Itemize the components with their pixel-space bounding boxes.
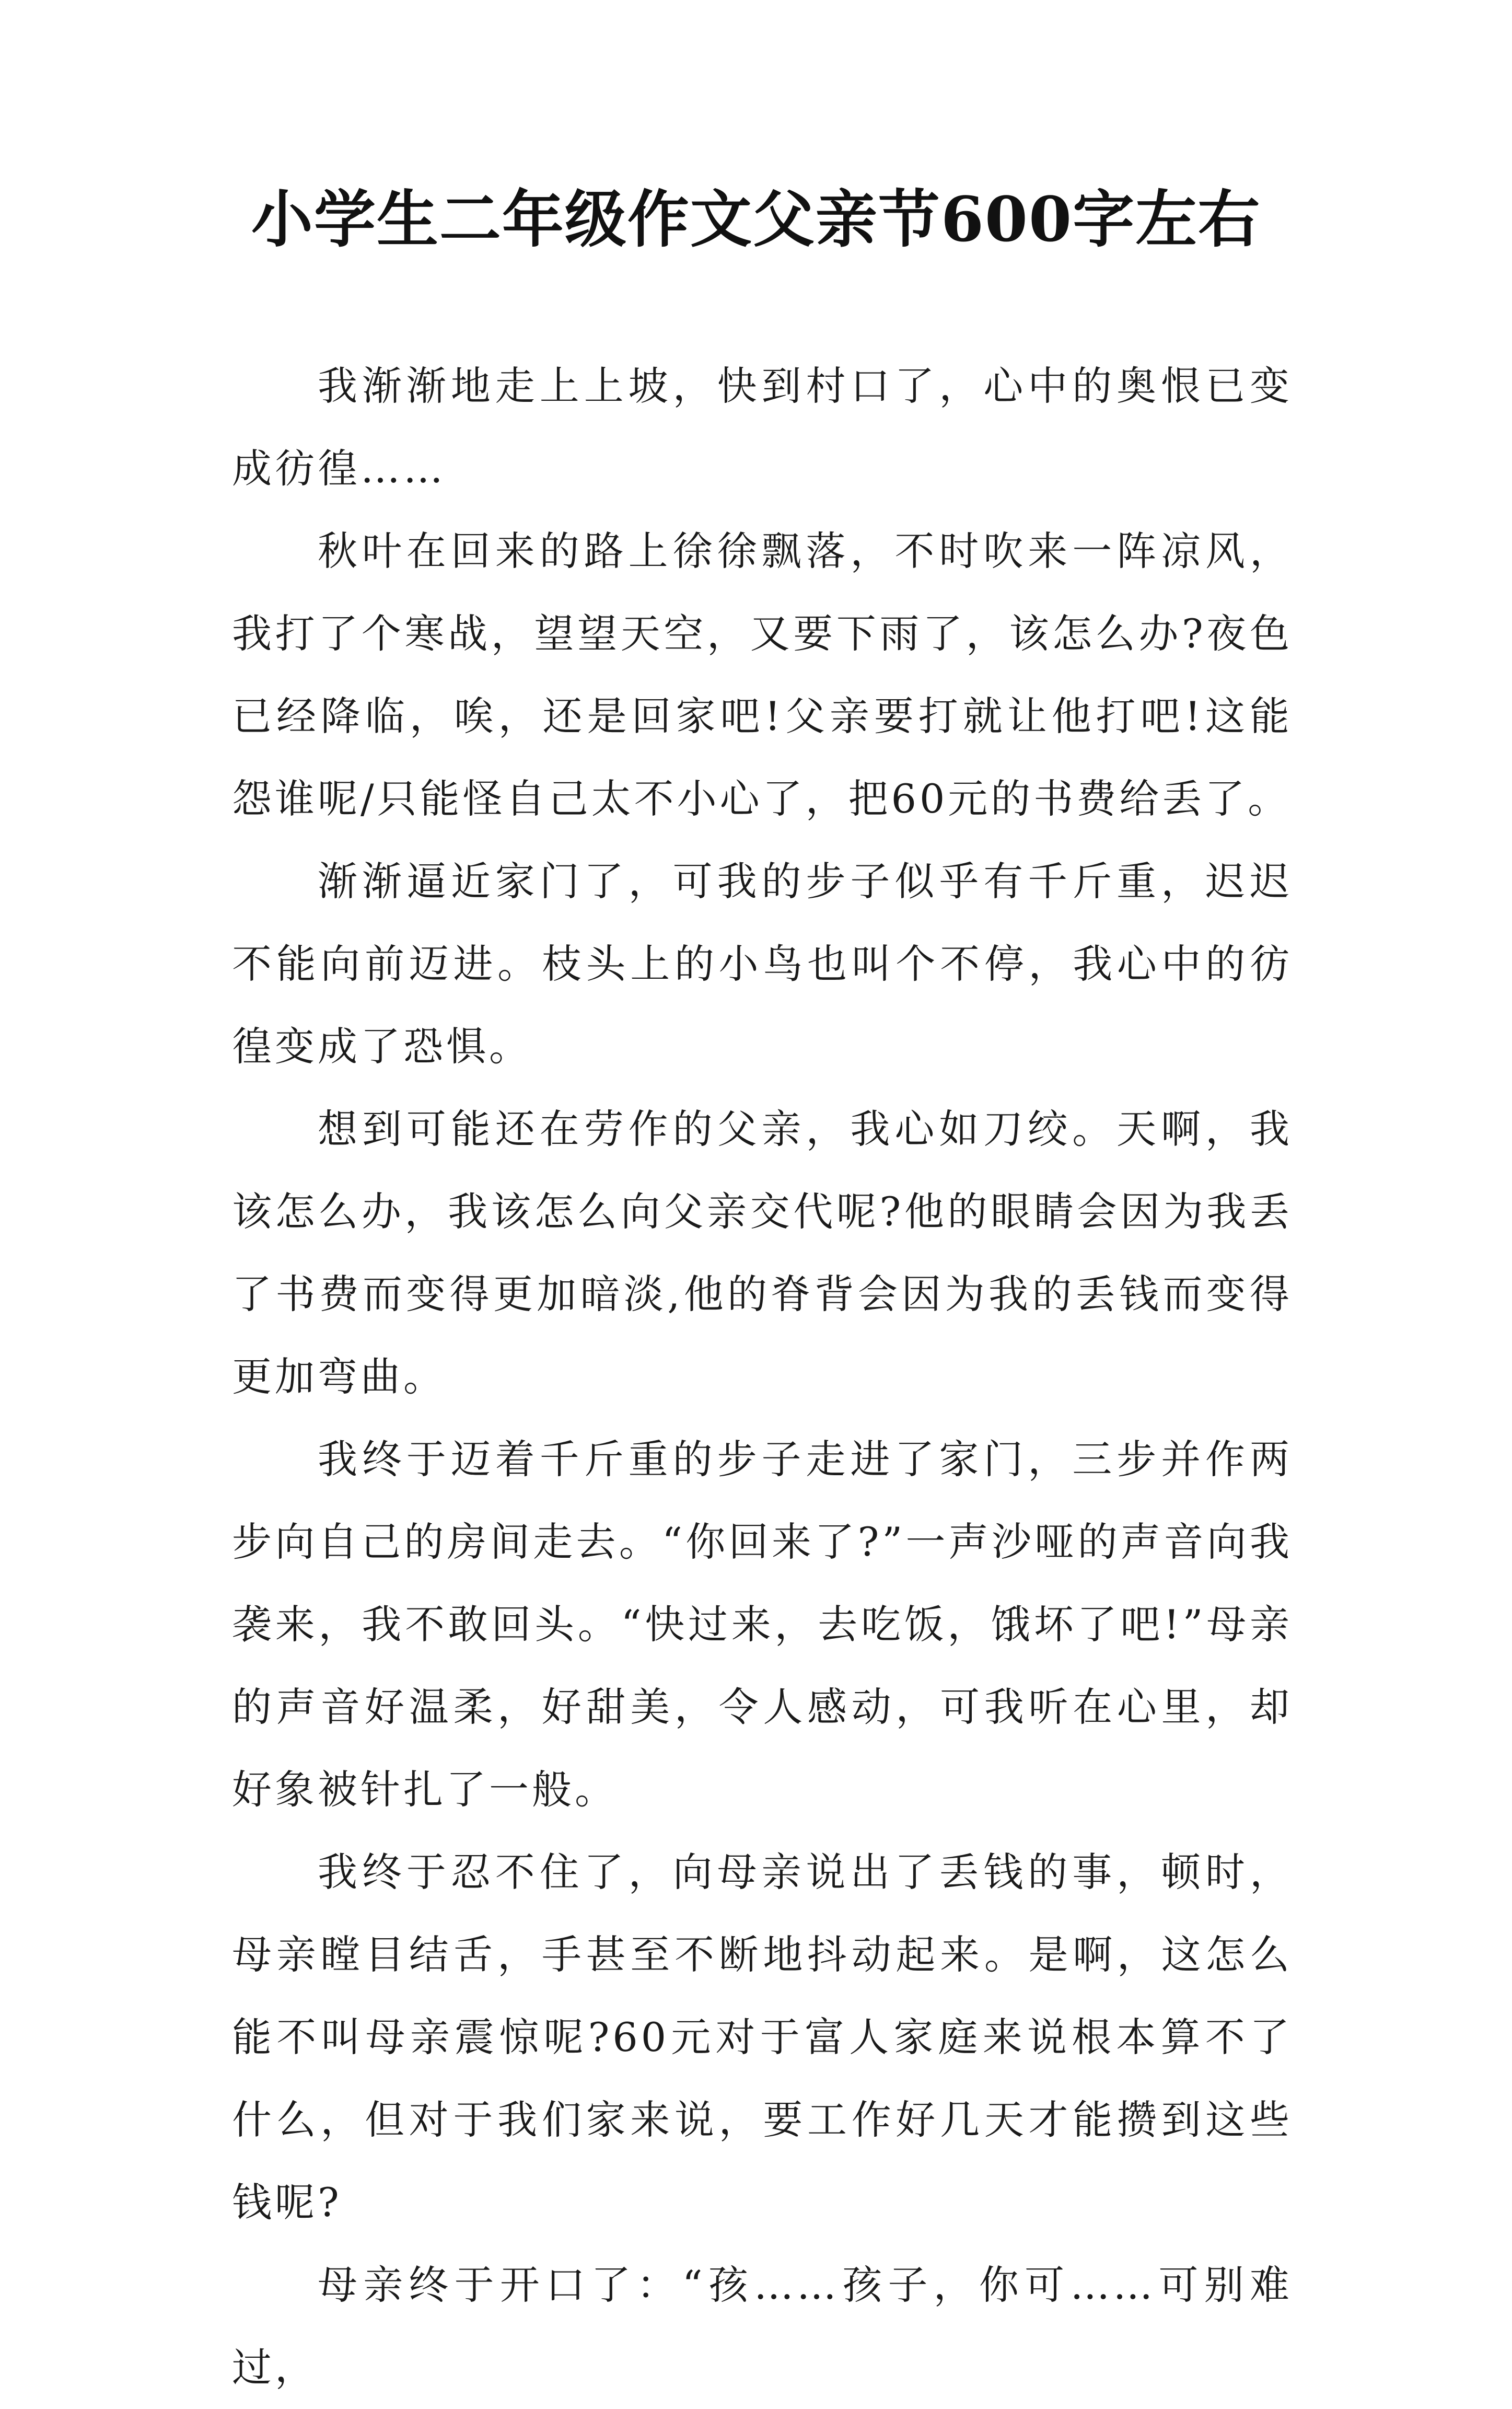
paragraph: 我渐渐地走上上坡，快到村口了，心中的奥恨已变成彷徨……	[232, 363, 1293, 492]
paragraph: 秋叶在回来的路上徐徐飘落，不时吹来一阵凉风，我打了个寒战，望望天空，又要下雨了，该怎么办?夜色已经降临，唉，还是回家吧!父亲要打就让他打吧!这能怨谁呢/只能怪自己太不小心了，把60元的书费给丢了。	[232, 528, 1293, 822]
document-body	[232, 345, 1293, 2409]
paragraph: 想到可能还在劳作的父亲，我心如刀绞。天啊，我该怎么办，我该怎么向父亲交代呢?他的眼睛会因为我丢了书费而变得更加暗淡,他的脊背会因为我的丢钱而变得更加弯曲。	[232, 1106, 1293, 1400]
paragraph: 母亲终于开口了：“孩……孩子，你可……可别难过，	[232, 2262, 1293, 2391]
paragraph: 渐渐逼近家门了，可我的步子似乎有千斤重，迟迟不能向前迈进。枝头上的小鸟也叫个不停，我心中的彷徨变成了恐惧。	[232, 858, 1293, 1070]
paragraph: 我终于忍不住了，向母亲说出了丢钱的事，顿时，母亲瞠目结舌，手甚至不断地抖动起来。是啊，这怎么能不叫母亲震惊呢?60元对于富人家庭来说根本算不了什么，但对于我们家来说，要工作好几天才能攒到这些钱呢?	[232, 1849, 1293, 2226]
document-title: 小学生二年级作文父亲节600字左右	[251, 183, 1261, 256]
paragraph: 我终于迈着千斤重的步子走进了家门，三步并作两步向自己的房间走去。“你回来了?”一声沙哑的声音向我袭来，我不敢回头。“快过来，去吃饭，饿坏了吧!”母亲的声音好温柔，好甜美，令人感动，可我听在心里，却好象被针扎了一般。	[232, 1436, 1293, 1813]
